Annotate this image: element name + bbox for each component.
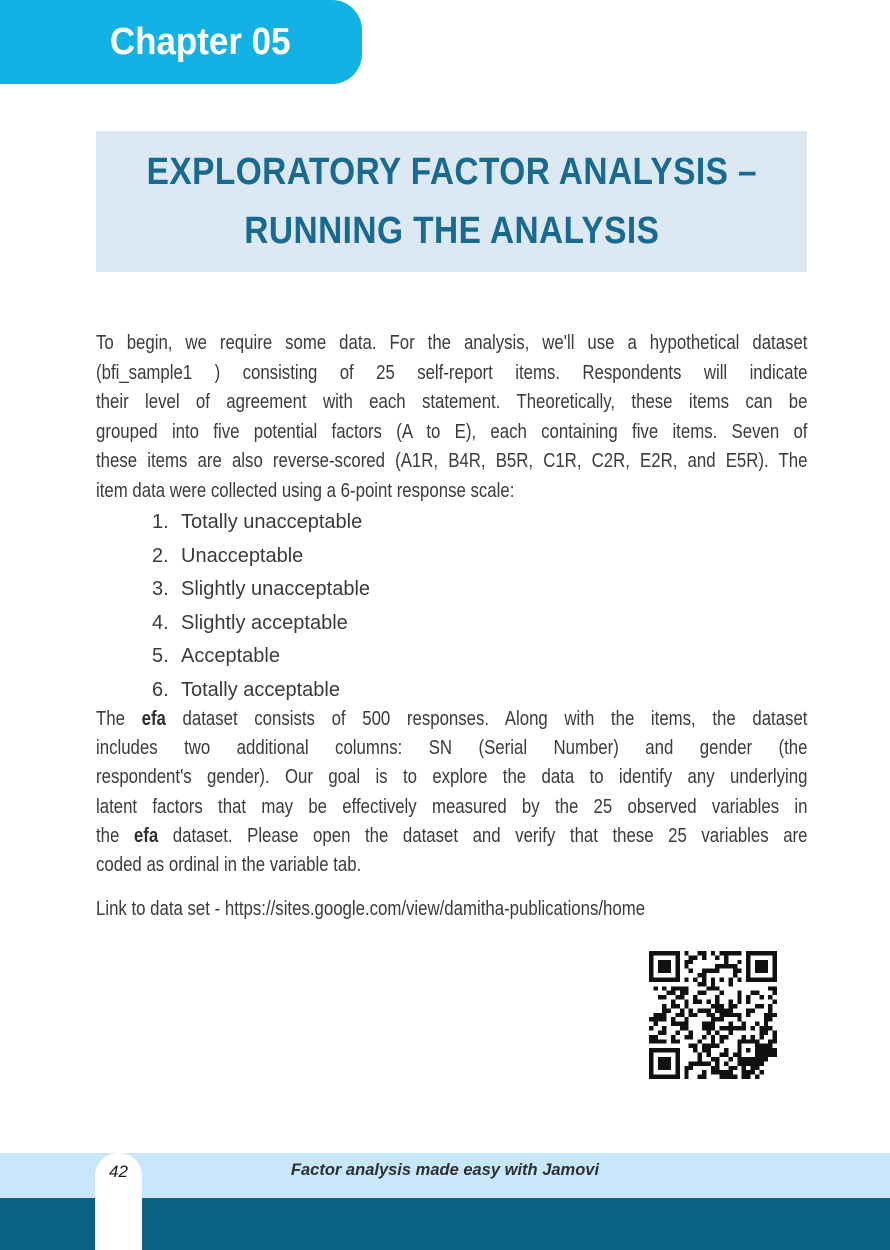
running-title: Factor analysis made easy with Jamovi [290,1161,600,1179]
dataset-link-text: Link to data set - https://sites.google.com/view/damitha-publications/home [96,898,646,920]
paragraph-line: latent factors that may be effectively measured by the 25 observed variables in [96,795,808,818]
paragraph-efa [96,705,807,880]
qr-code-image [649,951,777,1079]
list-item [152,674,652,708]
paragraph-line: grouped into five potential factors (A to E), each containing five items. Seven of [96,420,808,443]
paragraph-line: (bfi_sample1 ) consisting of 25 self-report items. Respondents will indicate [96,361,808,384]
paragraph-line: coded as ordinal in the variable tab. [96,854,362,877]
list-item-label: Totally unacceptable [181,511,363,533]
list-item-label: Unacceptable [181,544,304,567]
page-number: 42 [109,1162,128,1181]
paragraph-line: their level of agreement with each statement. Theoretically, these items can be [96,391,808,413]
list-item-label: Acceptable [181,645,280,668]
list-item [152,573,652,607]
paragraph-intro [96,329,807,506]
title-banner [96,131,807,272]
paragraph-line: To begin, we require some data. For the analysis, we'll use a hypothetical dataset [96,332,808,354]
list-item-number: 4. [152,611,169,634]
qr-code [649,951,777,1079]
list-item-number: 6. [152,678,169,701]
chapter-label: Chapter 05 [109,20,291,63]
paragraph-line: these items are also reverse-scored (A1R, B4R, B5R, C1R, C2R, E2R, and E5R). The [96,450,808,472]
list-item [152,540,652,574]
page-title-line-2: RUNNING THE ANALYSIS [243,209,660,252]
list-item [152,506,652,540]
paragraph-line: item data were collected using a 6-point response scale: [96,479,515,502]
response-scale-list [152,506,652,708]
list-item-label: Slightly acceptable [181,611,348,634]
paragraph-line: The efa dataset consists of 500 responses. Along with the items, the dataset [96,708,808,730]
list-item-number: 2. [152,544,169,567]
paragraph-line: respondent's gender). Our goal is to explore the data to identify any underlying [96,766,808,789]
list-item [152,607,652,641]
list-item-label: Slightly unacceptable [181,578,371,601]
chapter-tab [0,0,362,84]
list-item-number: 5. [152,645,169,668]
list-item-label: Totally acceptable [181,678,340,701]
list-item [152,640,652,674]
paragraph-line: the efa dataset. Please open the dataset and verify that these 25 variables are [96,824,808,847]
list-item-number: 3. [152,578,169,601]
paragraph-line: includes two additional columns: SN (Serial Number) and gender (the [96,737,808,760]
page-title-line-1: EXPLORATORY FACTOR ANALYSIS – [146,150,757,193]
list-item-number: 1. [152,511,169,533]
